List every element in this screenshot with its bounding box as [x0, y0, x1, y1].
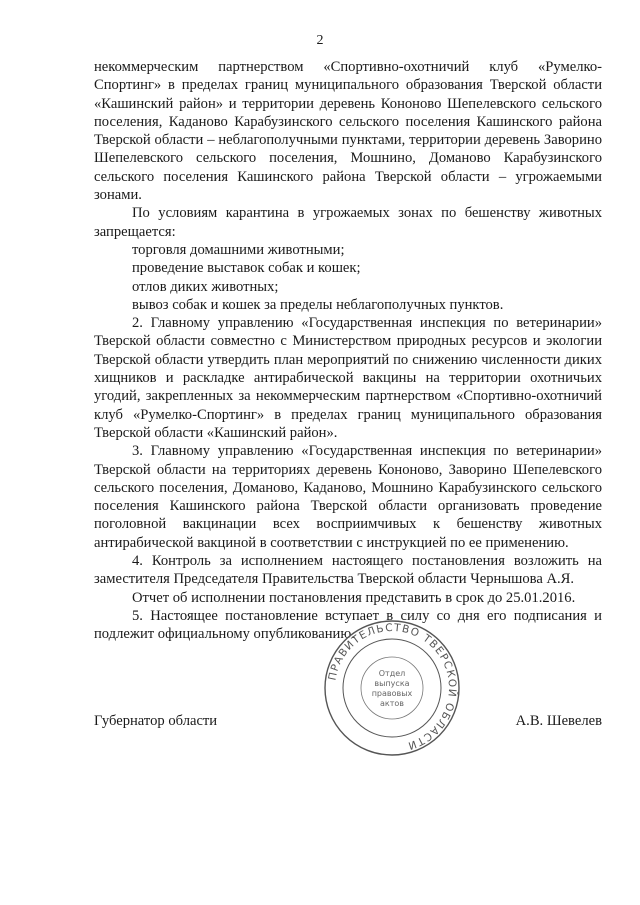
document-body: [94, 58, 602, 644]
paragraph-item-3: 3. Главному управлению «Государственная инспекция по ветеринарии» Тверской области на территориях деревень Кононово, Заворино Шепелевского сельского поселения, Доманово, Каданово, Мошнино Карабузинского сельского поселения Кашинского района Тверской области организовать проведение поголовной вакцинации всех восприимчивых к бешенству животных антирабической вакциной в соответствии с инструкцией по ее применению.: [94, 443, 602, 551]
paragraph-item-2: 2. Главному управлению «Государственная инспекция по ветеринарии» Тверской области совместно с Министерством природных ресурсов и экологии Тверской области утвердить план мероприятий по снижению численности диких хищников и раскладке антирабической вакцины на территории охотничьих угодий, закрепленных за некоммерческим партнерством «Спортивно-охотничий клуб «Румелко-Спортинг» в пределах границ муниципального образования Тверской области «Кашинский район».: [94, 315, 602, 441]
paragraph-continuation: некоммерческим партнерством «Спортивно-охотничий клуб «Румелко-Спортинг» в пределах границ муниципального образования Тверской области «Кашинский район» и территории деревень Кононово Шепелевского сельского поселения, Каданово Карабузинского сельского поселения Кашинского района Тверской области – неблагополучными пунктами, территории деревень Заворино Шепелевского сельского поселения, Мошнино, Доманово Карабузинского сельского поселения Кашинского района Тверской области – угрожаемыми зонами.: [94, 59, 602, 204]
paragraph-report-deadline: Отчет об исполнении постановления представить в срок до 25.01.2016.: [132, 589, 576, 606]
paragraph-item-5: 5. Настоящее постановление вступает в силу со дня его подписания и подлежит официальному опубликованию.: [94, 607, 602, 643]
restriction-item: отлов диких животных;: [132, 278, 279, 295]
paragraph-item-4: 4. Контроль за исполнением настоящего постановления возложить на заместителя Председателя Правительства Тверской области Чернышова А.Я.: [94, 553, 602, 588]
restriction-item: проведение выставок собак и кошек;: [132, 260, 361, 277]
seal-center-line: Отдел: [378, 669, 406, 678]
paragraph-quarantine-intro: По условиям карантина в угрожаемых зонах по бешенству животных запрещается:: [94, 205, 602, 240]
signatory-name: А.В. Шевелев: [515, 713, 602, 729]
seal-center-line: правовых: [371, 689, 413, 698]
page-number: 2: [316, 33, 324, 48]
restriction-item: торговля домашними животными;: [132, 241, 345, 258]
seal-ring-text: ПРАВИТЕЛЬСТВО ТВЕРСКОЙ ОБЛАСТИ: [326, 621, 459, 752]
restriction-item: вывоз собак и кошек за пределы неблагополучных пунктов.: [132, 296, 504, 313]
official-seal-stamp: [322, 618, 462, 758]
signatory-title: Губернатор области: [94, 713, 218, 729]
seal-center-line: актов: [379, 699, 405, 708]
seal-center-line: выпуска: [374, 679, 410, 688]
